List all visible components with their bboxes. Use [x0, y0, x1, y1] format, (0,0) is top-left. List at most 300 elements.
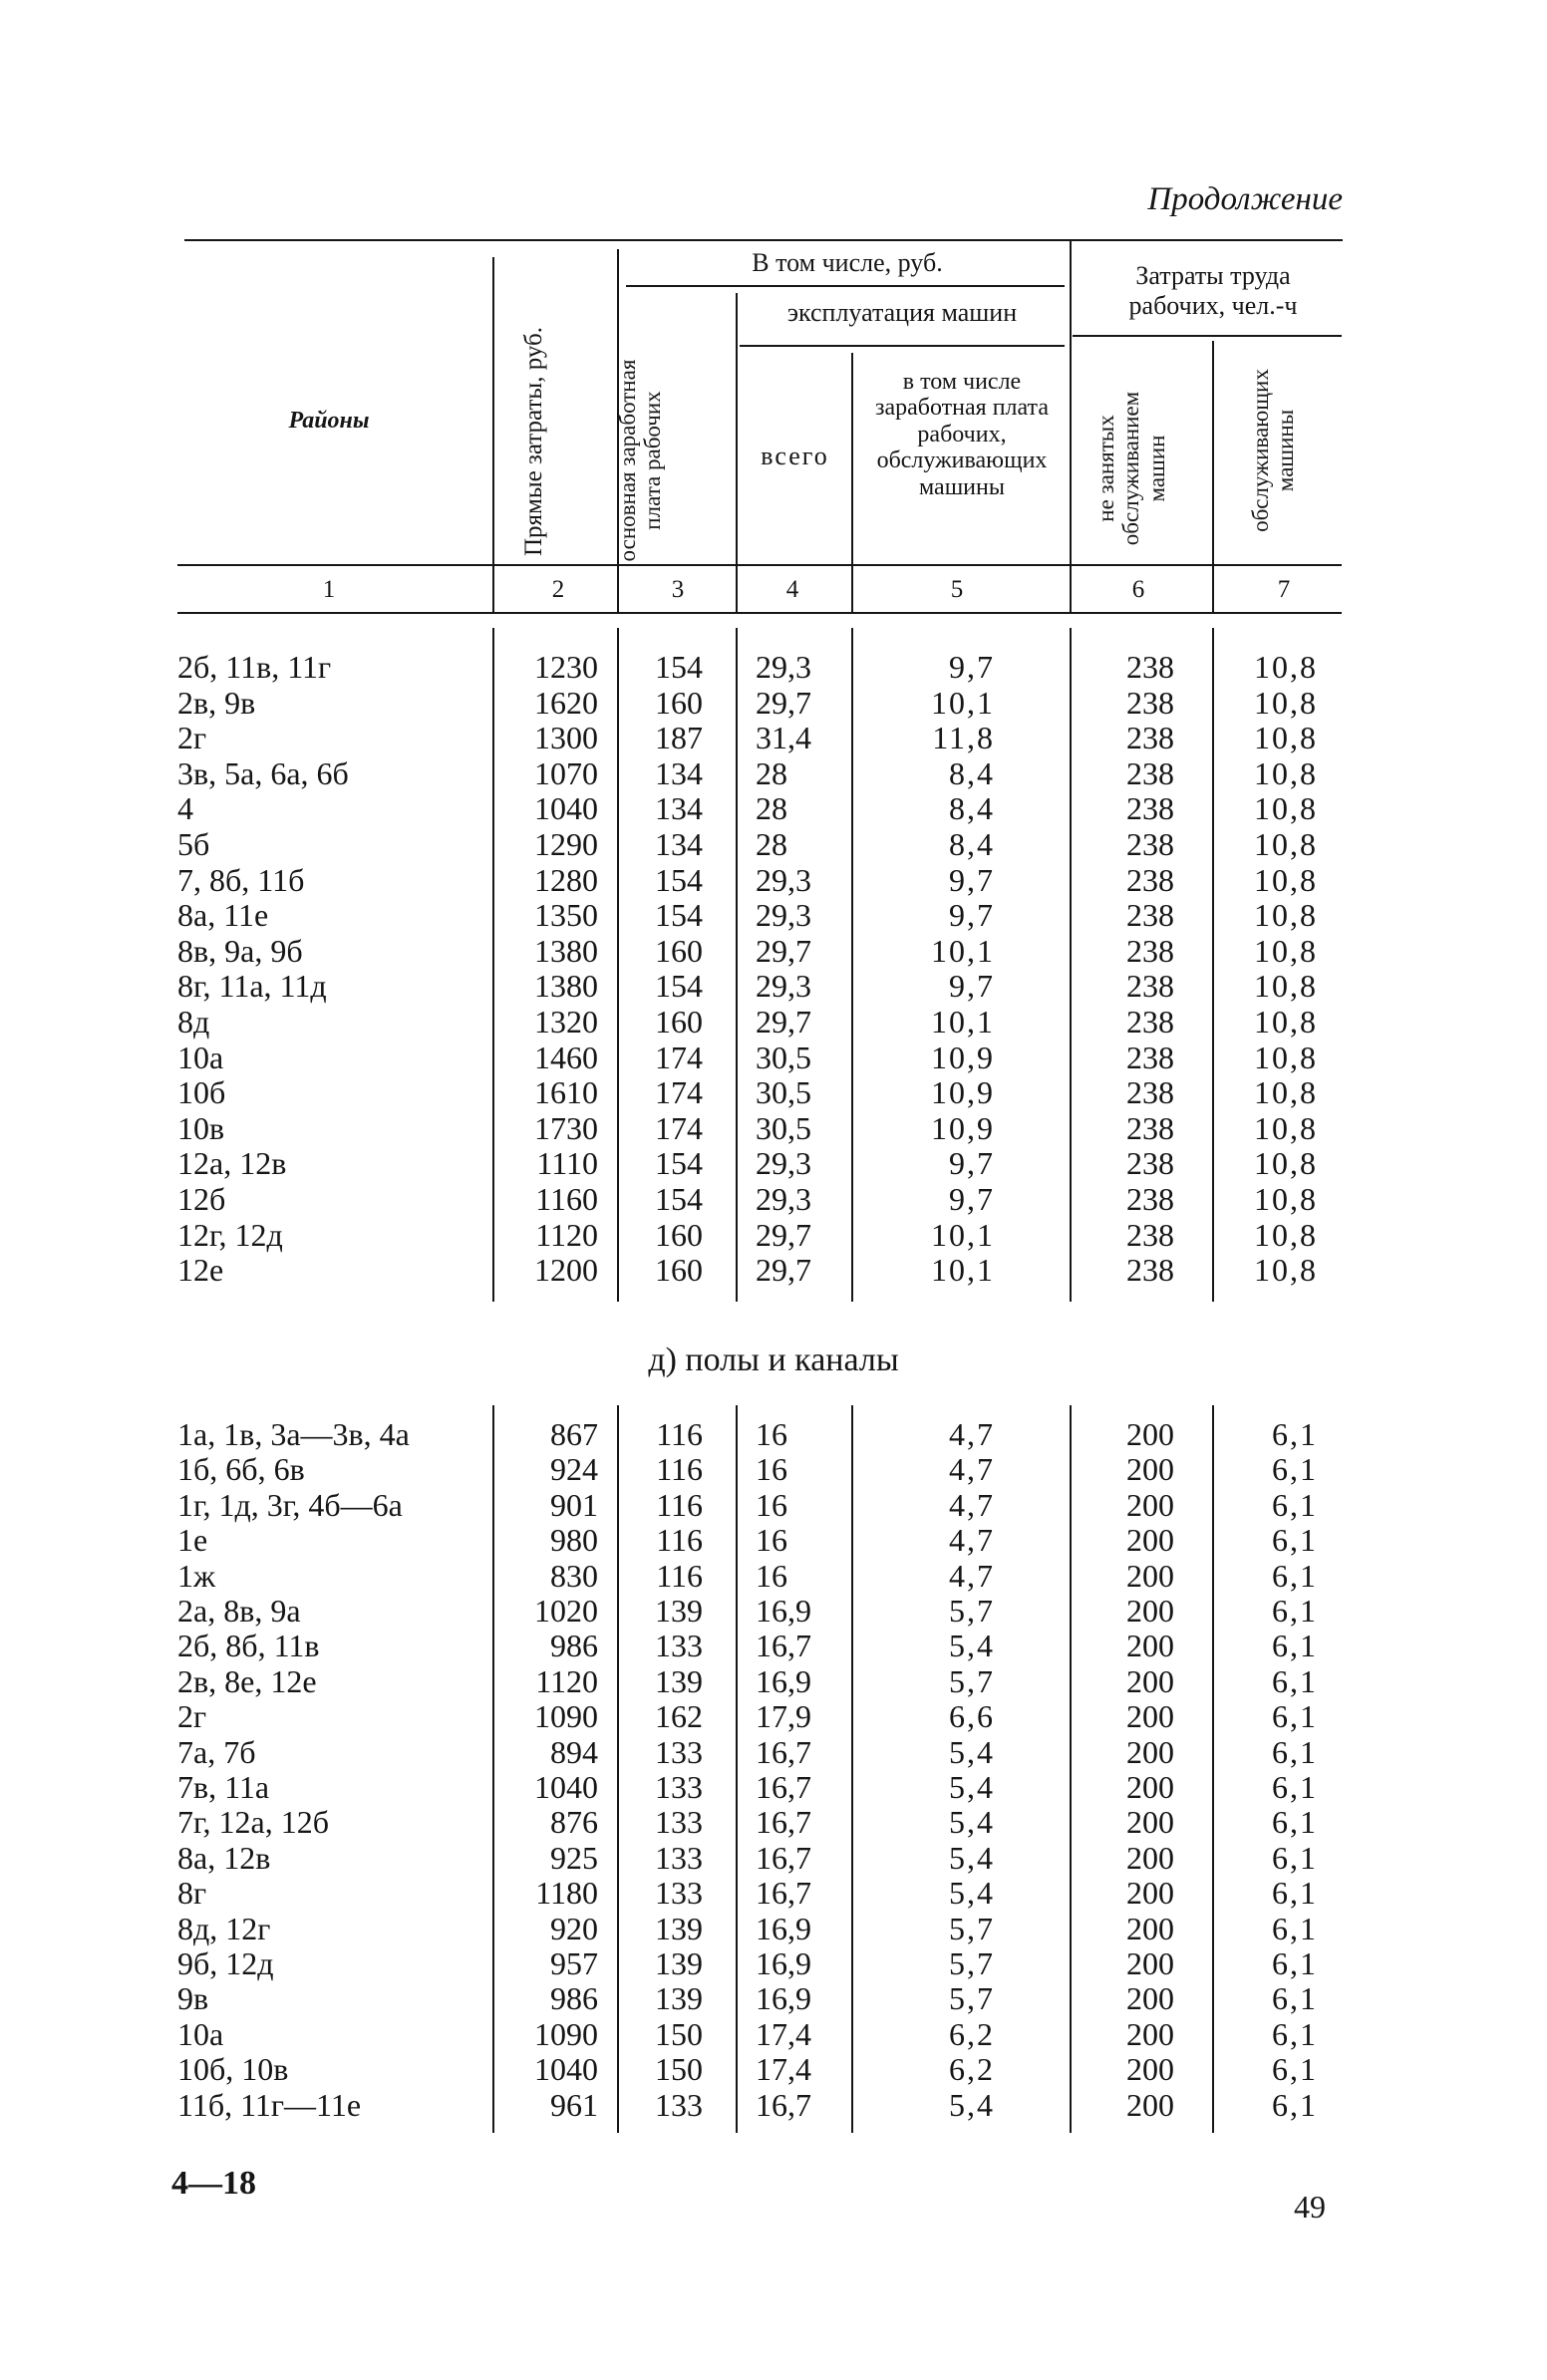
cell-labor-other: 238	[1126, 1074, 1174, 1111]
colnum-6: 6	[1131, 576, 1145, 603]
table-row	[0, 1182, 1547, 1217]
cell-direct-costs: 1110	[536, 1145, 598, 1182]
cell-machine-wage: 5,7	[949, 1593, 995, 1629]
cell-district: 2б, 8б, 11в	[177, 1628, 320, 1664]
cell-district: 8а, 12в	[177, 1839, 271, 1876]
cell-base-wage: 134	[655, 754, 703, 791]
cell-direct-costs: 1230	[534, 649, 598, 685]
cell-base-wage: 134	[655, 790, 703, 827]
cell-labor-machine: 10,8	[1254, 1109, 1318, 1146]
cell-machine-total: 29,3	[756, 968, 811, 1005]
cell-machine-wage: 9,7	[949, 861, 995, 898]
cell-district: 1е	[177, 1522, 208, 1559]
colnum-2: 2	[551, 576, 565, 603]
cell-labor-other: 238	[1126, 1145, 1174, 1182]
cell-labor-other: 238	[1126, 790, 1174, 827]
cell-direct-costs: 920	[550, 1910, 598, 1946]
cell-labor-machine: 6,1	[1272, 1628, 1318, 1664]
table-row	[0, 1523, 1547, 1558]
cell-machine-total: 29,7	[756, 684, 811, 721]
cell-direct-costs: 1380	[534, 968, 598, 1005]
cell-base-wage: 133	[655, 2086, 703, 2123]
cell-base-wage: 154	[655, 968, 703, 1005]
cell-machine-total: 29,7	[756, 932, 811, 969]
cell-district: 2а, 8в, 9а	[177, 1593, 301, 1629]
cell-district: 12г, 12д	[177, 1216, 283, 1253]
cell-direct-costs: 925	[550, 1839, 598, 1876]
cell-direct-costs: 1120	[535, 1216, 598, 1253]
cell-base-wage: 160	[655, 1004, 703, 1040]
table-row	[0, 1770, 1547, 1805]
signature-mark: 4—18	[171, 2165, 256, 2202]
table-row	[0, 2088, 1547, 2123]
header-ekspluataciya: эксплуатация машин	[786, 298, 1018, 327]
cell-direct-costs: 876	[550, 1804, 598, 1841]
cell-direct-costs: 1280	[534, 861, 598, 898]
header-obsluzhivayushchih: обслуживающих машины	[1248, 369, 1299, 532]
cell-machine-wage: 4,7	[949, 1522, 995, 1559]
cell-labor-other: 238	[1126, 754, 1174, 791]
cell-direct-costs: 1090	[534, 1698, 598, 1735]
cell-base-wage: 116	[656, 1557, 703, 1594]
vline-4	[851, 353, 853, 614]
cell-machine-total: 30,5	[756, 1074, 811, 1111]
cell-direct-costs: 894	[550, 1733, 598, 1770]
cell-direct-costs: 1040	[534, 1769, 598, 1805]
table-row	[0, 686, 1547, 721]
cell-district: 8д	[177, 1004, 210, 1040]
cell-machine-total: 29,7	[756, 1252, 811, 1289]
cell-machine-wage: 11,8	[932, 720, 995, 756]
cell-district: 7, 8б, 11б	[177, 861, 305, 898]
table-row	[0, 721, 1547, 755]
cell-machine-wage: 9,7	[949, 968, 995, 1005]
header-v-tom-chisle: В том числе, руб.	[752, 248, 943, 277]
cell-direct-costs: 901	[550, 1486, 598, 1523]
cell-machine-wage: 5,4	[949, 1628, 995, 1664]
cell-district: 1ж	[177, 1557, 216, 1594]
cell-base-wage: 162	[655, 1698, 703, 1735]
cell-machine-wage: 10,9	[931, 1074, 995, 1111]
cell-labor-machine: 6,1	[1272, 1945, 1318, 1981]
table-row	[0, 1111, 1547, 1146]
cell-district: 5б	[177, 826, 210, 862]
cell-base-wage: 150	[655, 2051, 703, 2088]
vline-1	[492, 257, 494, 614]
cell-labor-machine: 10,8	[1254, 1074, 1318, 1111]
colnum-bottom-rule	[177, 612, 1342, 614]
cell-machine-total: 28	[756, 790, 787, 827]
cell-machine-wage: 10,1	[931, 684, 995, 721]
section2-title: д) полы и каналы	[648, 1341, 899, 1378]
cell-labor-machine: 6,1	[1272, 1980, 1318, 2017]
cell-machine-wage: 5,4	[949, 1804, 995, 1841]
header-zarplata-obsl: в том числе заработная плата рабочих, обслуживающих машины	[875, 369, 1049, 500]
table-row	[0, 1075, 1547, 1110]
cell-district: 3в, 5а, 6а, 6б	[177, 754, 349, 791]
page-number: 49	[1294, 2189, 1326, 2225]
table-row	[0, 1876, 1547, 1911]
cell-machine-wage: 10,9	[931, 1039, 995, 1075]
cell-machine-wage: 5,4	[949, 1839, 995, 1876]
header-rayony: Районы	[288, 408, 370, 434]
cell-district: 1г, 1д, 3г, 4б—6а	[177, 1486, 403, 1523]
cell-base-wage: 160	[655, 932, 703, 969]
cell-machine-total: 29,3	[756, 1181, 811, 1217]
cell-direct-costs: 1040	[534, 2051, 598, 2088]
header-vsego: всего	[761, 442, 829, 470]
cell-machine-total: 29,3	[756, 861, 811, 898]
cell-district: 8в, 9а, 9б	[177, 932, 303, 969]
cell-base-wage: 160	[655, 1252, 703, 1289]
table-row	[0, 1912, 1547, 1946]
cell-labor-other: 238	[1126, 968, 1174, 1005]
colnum-3: 3	[671, 576, 685, 603]
cell-district: 10а	[177, 2015, 224, 2052]
cell-labor-machine: 10,8	[1254, 1216, 1318, 1253]
cell-labor-machine: 6,1	[1272, 1839, 1318, 1876]
cell-labor-other: 238	[1126, 897, 1174, 934]
vline-3	[736, 293, 738, 614]
cell-base-wage: 139	[655, 1910, 703, 1946]
table-row	[0, 1629, 1547, 1663]
cell-base-wage: 174	[655, 1074, 703, 1111]
cell-machine-total: 16	[756, 1486, 787, 1523]
colnum-7: 7	[1277, 576, 1291, 603]
cell-machine-total: 16,9	[756, 1945, 811, 1981]
cell-machine-wage: 8,4	[949, 790, 995, 827]
cell-direct-costs: 924	[550, 1451, 598, 1488]
cell-labor-machine: 6,1	[1272, 1733, 1318, 1770]
cell-labor-other: 200	[1126, 1698, 1174, 1735]
cell-machine-total: 16	[756, 1451, 787, 1488]
cell-base-wage: 154	[655, 897, 703, 934]
cell-machine-wage: 4,7	[949, 1416, 995, 1452]
cell-district: 10в	[177, 1109, 225, 1146]
cell-direct-costs: 1040	[534, 790, 598, 827]
cell-base-wage: 174	[655, 1039, 703, 1075]
cell-machine-wage: 5,4	[949, 2086, 995, 2123]
cell-machine-wage: 8,4	[949, 754, 995, 791]
cell-labor-machine: 6,1	[1272, 1416, 1318, 1452]
cell-machine-wage: 4,7	[949, 1557, 995, 1594]
cell-machine-wage: 10,1	[931, 932, 995, 969]
table-row	[0, 1417, 1547, 1452]
cell-machine-total: 29,7	[756, 1216, 811, 1253]
cell-labor-other: 200	[1126, 1980, 1174, 2017]
cell-labor-other: 238	[1126, 1252, 1174, 1289]
cell-labor-other: 200	[1126, 1486, 1174, 1523]
cell-labor-machine: 6,1	[1272, 1486, 1318, 1523]
cell-labor-machine: 6,1	[1272, 1698, 1318, 1735]
cell-labor-machine: 6,1	[1272, 1769, 1318, 1805]
table-row	[0, 1253, 1547, 1288]
cell-labor-other: 200	[1126, 1875, 1174, 1912]
cell-direct-costs: 867	[550, 1416, 598, 1452]
cell-base-wage: 133	[655, 1875, 703, 1912]
cell-machine-total: 16,9	[756, 1910, 811, 1946]
cell-base-wage: 116	[656, 1486, 703, 1523]
cell-district: 2в, 9в	[177, 684, 256, 721]
header-zatraty-truda: Затраты труда рабочих, чел.-ч	[1128, 261, 1298, 320]
table-row	[0, 1146, 1547, 1181]
table-row	[0, 1559, 1547, 1594]
cell-labor-machine: 10,8	[1254, 790, 1318, 827]
cell-labor-machine: 6,1	[1272, 1875, 1318, 1912]
cell-district: 10а	[177, 1039, 224, 1075]
cell-direct-costs: 1460	[534, 1039, 598, 1075]
table-row	[0, 1041, 1547, 1075]
cell-machine-total: 17,4	[756, 2051, 811, 2088]
cell-base-wage: 150	[655, 2015, 703, 2052]
table-row	[0, 756, 1547, 791]
cell-direct-costs: 1090	[534, 2015, 598, 2052]
cell-district: 7в, 11а	[177, 1769, 270, 1805]
table-row	[0, 1981, 1547, 2016]
cell-direct-costs: 1320	[534, 1004, 598, 1040]
cell-base-wage: 174	[655, 1109, 703, 1146]
cell-labor-machine: 10,8	[1254, 1252, 1318, 1289]
cell-labor-other: 200	[1126, 1945, 1174, 1981]
cell-base-wage: 160	[655, 684, 703, 721]
cell-labor-machine: 6,1	[1272, 1522, 1318, 1559]
cell-base-wage: 116	[656, 1416, 703, 1452]
cell-base-wage: 133	[655, 1628, 703, 1664]
cell-machine-total: 29,7	[756, 1004, 811, 1040]
cell-machine-total: 16,7	[756, 1733, 811, 1770]
cell-labor-machine: 10,8	[1254, 932, 1318, 969]
cell-machine-total: 29,3	[756, 1145, 811, 1182]
cell-district: 11б, 11г—11е	[177, 2086, 362, 2123]
cell-district: 12б	[177, 1181, 226, 1217]
cell-labor-machine: 10,8	[1254, 649, 1318, 685]
cell-district: 12е	[177, 1252, 224, 1289]
cell-direct-costs: 1120	[535, 1662, 598, 1699]
cell-labor-machine: 10,8	[1254, 684, 1318, 721]
cell-labor-machine: 10,8	[1254, 1004, 1318, 1040]
cell-machine-total: 16,7	[756, 1875, 811, 1912]
table-row	[0, 863, 1547, 898]
cell-labor-other: 200	[1126, 1910, 1174, 1946]
cell-labor-other: 200	[1126, 2051, 1174, 2088]
table-row	[0, 827, 1547, 862]
cell-machine-total: 16,7	[756, 1628, 811, 1664]
cell-labor-other: 200	[1126, 1839, 1174, 1876]
cell-direct-costs: 1290	[534, 826, 598, 862]
cell-direct-costs: 1380	[534, 932, 598, 969]
cell-machine-total: 16,9	[756, 1593, 811, 1629]
cell-machine-wage: 5,7	[949, 1945, 995, 1981]
cell-labor-other: 238	[1126, 1039, 1174, 1075]
cell-district: 8д, 12г	[177, 1910, 271, 1946]
table-row	[0, 1218, 1547, 1253]
cell-machine-wage: 8,4	[949, 826, 995, 862]
cell-base-wage: 154	[655, 1145, 703, 1182]
table-row	[0, 1664, 1547, 1699]
cell-base-wage: 187	[655, 720, 703, 756]
table-row	[0, 1594, 1547, 1629]
cell-machine-total: 28	[756, 754, 787, 791]
table-row	[0, 1841, 1547, 1876]
cell-direct-costs: 1200	[534, 1252, 598, 1289]
cell-base-wage: 139	[655, 1980, 703, 2017]
cell-direct-costs: 1020	[534, 1593, 598, 1629]
cell-machine-total: 17,9	[756, 1698, 811, 1735]
cell-labor-other: 200	[1126, 1628, 1174, 1664]
cell-district: 8г	[177, 1875, 207, 1912]
cell-machine-wage: 6,2	[949, 2051, 995, 2088]
cell-direct-costs: 1180	[535, 1875, 598, 1912]
cell-base-wage: 133	[655, 1839, 703, 1876]
cell-machine-wage: 9,7	[949, 1181, 995, 1217]
header-pryamye: Прямые затраты, руб.	[520, 326, 547, 557]
cell-machine-wage: 5,4	[949, 1769, 995, 1805]
table-row	[0, 1005, 1547, 1040]
cell-labor-machine: 6,1	[1272, 1662, 1318, 1699]
cell-labor-machine: 10,8	[1254, 897, 1318, 934]
zatraty-under-rule	[1073, 335, 1342, 337]
cell-labor-other: 200	[1126, 1769, 1174, 1805]
cell-labor-other: 200	[1126, 1804, 1174, 1841]
cell-district: 7г, 12а, 12б	[177, 1804, 329, 1841]
cell-labor-other: 238	[1126, 932, 1174, 969]
cell-district: 10б	[177, 1074, 226, 1111]
cell-machine-total: 17,4	[756, 2015, 811, 2052]
header-ne-zanyatyh: не занятых обслуживанием машин	[1093, 391, 1169, 546]
cell-machine-wage: 5,4	[949, 1875, 995, 1912]
table-row	[0, 791, 1547, 826]
cell-labor-other: 200	[1126, 1522, 1174, 1559]
cell-base-wage: 160	[655, 1216, 703, 1253]
cell-direct-costs: 1300	[534, 720, 598, 756]
cell-machine-total: 16,9	[756, 1662, 811, 1699]
cell-labor-machine: 10,8	[1254, 1039, 1318, 1075]
cell-machine-wage: 9,7	[949, 897, 995, 934]
cell-labor-machine: 6,1	[1272, 2051, 1318, 2088]
cell-machine-total: 16	[756, 1522, 787, 1559]
cell-machine-total: 16	[756, 1557, 787, 1594]
vline-5	[1070, 239, 1072, 614]
cell-direct-costs: 830	[550, 1557, 598, 1594]
cell-base-wage: 133	[655, 1769, 703, 1805]
table-row	[0, 650, 1547, 685]
cell-machine-total: 31,4	[756, 720, 811, 756]
cell-base-wage: 139	[655, 1593, 703, 1629]
cell-district: 9б, 12д	[177, 1945, 274, 1981]
colnum-4: 4	[785, 576, 799, 603]
cell-labor-machine: 6,1	[1272, 1804, 1318, 1841]
colnum-1: 1	[322, 576, 336, 603]
cell-machine-total: 30,5	[756, 1039, 811, 1075]
cell-labor-machine: 10,8	[1254, 754, 1318, 791]
cell-base-wage: 133	[655, 1804, 703, 1841]
cell-machine-wage: 9,7	[949, 1145, 995, 1182]
cell-direct-costs: 1730	[534, 1109, 598, 1146]
cell-district: 4	[177, 790, 193, 827]
cell-district: 8г, 11а, 11д	[177, 968, 327, 1005]
header-osnovnaya: основная заработная плата рабочих	[615, 359, 666, 562]
cell-base-wage: 154	[655, 861, 703, 898]
cell-machine-wage: 4,7	[949, 1486, 995, 1523]
cell-labor-machine: 10,8	[1254, 826, 1318, 862]
cell-labor-other: 238	[1126, 826, 1174, 862]
table-row	[0, 969, 1547, 1004]
cell-district: 7а, 7б	[177, 1733, 256, 1770]
cell-direct-costs: 1610	[534, 1074, 598, 1111]
cell-machine-wage: 10,1	[931, 1252, 995, 1289]
cell-machine-wage: 6,2	[949, 2015, 995, 2052]
vline-6	[1212, 341, 1214, 614]
cell-labor-machine: 6,1	[1272, 1593, 1318, 1629]
table-row	[0, 1699, 1547, 1734]
cell-machine-wage: 9,7	[949, 649, 995, 685]
cell-labor-machine: 6,1	[1272, 1557, 1318, 1594]
cell-base-wage: 139	[655, 1662, 703, 1699]
cell-base-wage: 139	[655, 1945, 703, 1981]
cell-machine-wage: 6,6	[949, 1698, 995, 1735]
table-row	[0, 934, 1547, 969]
cell-machine-total: 16,7	[756, 1769, 811, 1805]
cell-district: 2г	[177, 1698, 207, 1735]
cell-labor-machine: 6,1	[1272, 1451, 1318, 1488]
cell-labor-other: 200	[1126, 1416, 1174, 1452]
cell-labor-other: 200	[1126, 2086, 1174, 2123]
cell-direct-costs: 1620	[534, 684, 598, 721]
cell-direct-costs: 1070	[534, 754, 598, 791]
table-row	[0, 1452, 1547, 1487]
table-row	[0, 1488, 1547, 1523]
cell-direct-costs: 986	[550, 1628, 598, 1664]
cell-labor-other: 200	[1126, 1557, 1174, 1594]
cell-machine-total: 16	[756, 1416, 787, 1452]
cell-machine-wage: 10,1	[931, 1004, 995, 1040]
cell-machine-total: 16,7	[756, 1804, 811, 1841]
cell-labor-other: 200	[1126, 1451, 1174, 1488]
cell-machine-total: 16,7	[756, 2086, 811, 2123]
vtom-under-rule	[626, 285, 1065, 287]
cell-machine-wage: 5,4	[949, 1733, 995, 1770]
cell-district: 8а, 11е	[177, 897, 269, 934]
cell-machine-wage: 5,7	[949, 1910, 995, 1946]
cell-base-wage: 154	[655, 649, 703, 685]
cell-district: 2в, 8е, 12е	[177, 1662, 317, 1699]
cell-direct-costs: 1350	[534, 897, 598, 934]
cell-district: 2б, 11в, 11г	[177, 649, 332, 685]
cell-district: 2г	[177, 720, 207, 756]
cell-base-wage: 134	[655, 826, 703, 862]
table-top-rule	[184, 239, 1343, 241]
cell-base-wage: 133	[655, 1733, 703, 1770]
cell-machine-wage: 10,9	[931, 1109, 995, 1146]
cell-direct-costs: 986	[550, 1980, 598, 2017]
cell-labor-machine: 10,8	[1254, 720, 1318, 756]
table-row	[0, 1735, 1547, 1770]
table-row	[0, 1946, 1547, 1981]
cell-labor-other: 238	[1126, 1004, 1174, 1040]
cell-machine-total: 16,7	[756, 1839, 811, 1876]
cell-base-wage: 154	[655, 1181, 703, 1217]
cell-district: 1б, 6б, 6в	[177, 1451, 305, 1488]
table-row	[0, 898, 1547, 933]
cell-machine-total: 29,3	[756, 897, 811, 934]
cell-direct-costs: 957	[550, 1945, 598, 1981]
cell-direct-costs: 1160	[535, 1181, 598, 1217]
cell-district: 1а, 1в, 3а—3в, 4а	[177, 1416, 410, 1452]
table-row	[0, 2052, 1547, 2087]
cell-labor-other: 238	[1126, 684, 1174, 721]
cell-labor-other: 200	[1126, 2015, 1174, 2052]
colnum-5: 5	[950, 576, 964, 603]
